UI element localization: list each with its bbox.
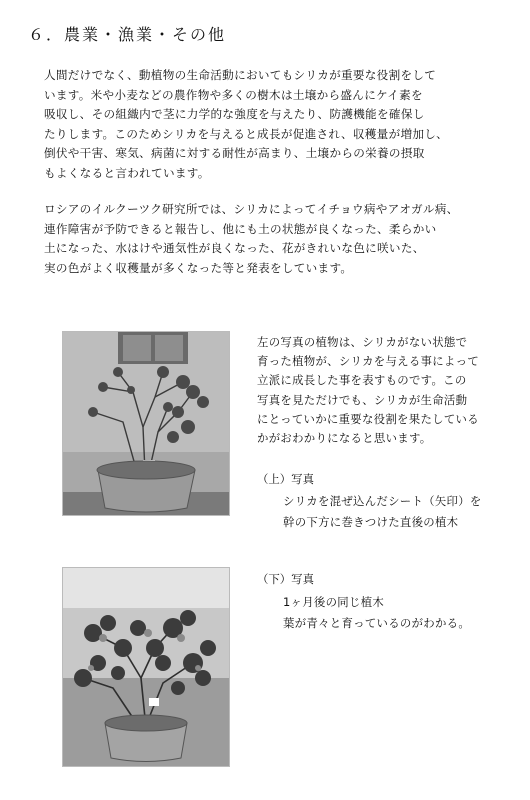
paragraph-irkutsk-research [44, 200, 496, 278]
plant-photo-illustration [63, 332, 229, 515]
caption-line: 左の写真の植物は、シリカがない状態で [257, 335, 468, 349]
paragraph-line: います。米や小麦などの農作物や多くの樹木は土壌から盛んにケイ素を [44, 87, 423, 102]
photo-bottom-label: （下）写真 [257, 572, 314, 586]
photo-top-label: （上）写真 [257, 472, 314, 486]
photo-caption [257, 333, 497, 448]
section-heading: ６．農業・漁業・その他 [28, 25, 227, 44]
paragraph-line: 実の色がよく収穫量が多くなった等と発表をしています。 [44, 260, 353, 275]
paragraph-silica-role [44, 66, 496, 183]
photo-plant-after [62, 567, 230, 767]
paragraph-line: 人間だけでなく、動植物の生命活動においてもシリカが重要な役割をして [44, 68, 437, 82]
description-line: シリカを混ぜ込んだシート（矢印）を [283, 494, 482, 508]
caption-line: かがおわかりになると思います。 [257, 431, 432, 446]
paragraph-line: もよくなると言われています。 [44, 165, 210, 180]
paragraph-line: 連作障害が予防できると報告し、他にも土の状態が良くなった、柔らかい [44, 221, 437, 236]
description-line: 1ヶ月後の同じ植木 [283, 595, 385, 609]
paragraph-line: たりします。このためシリカを与えると成長が促進され、収穫量が増加し、 [44, 126, 449, 141]
paragraph-line: 土になった、水はけや通気性が良くなった、花がきれいな色に咲いた、 [44, 241, 425, 255]
caption-line: 育った植物が、シリカを与える事によって [257, 354, 480, 369]
paragraph-line: ロシアのイルクーツク研究所では、シリカによってイチョウ病やアオガル病、 [44, 202, 459, 216]
caption-line: 立派に成長した事を表すものです。この [257, 373, 467, 388]
caption-line: にとっていかに重要な役割を果たしている [257, 411, 479, 426]
plant-photo-illustration [63, 568, 229, 766]
photo-top-description [283, 491, 482, 533]
photo-plant-before [62, 331, 230, 516]
paragraph-line: 倒伏や干害、寒気、病菌に対する耐性が高まり、土壌からの栄養の摂取 [44, 146, 425, 160]
description-line: 葉が青々と育っているのがわかる。 [283, 616, 471, 630]
description-line: 幹の下方に巻きつけた直後の植木 [283, 515, 459, 529]
paragraph-line: 吸収し、その組織内で茎に力学的な強度を与えたり、防護機能を確保し [44, 107, 425, 121]
caption-line: 写真を見ただけでも、シリカが生命活動 [257, 392, 468, 407]
photo-bottom-description [283, 592, 470, 634]
